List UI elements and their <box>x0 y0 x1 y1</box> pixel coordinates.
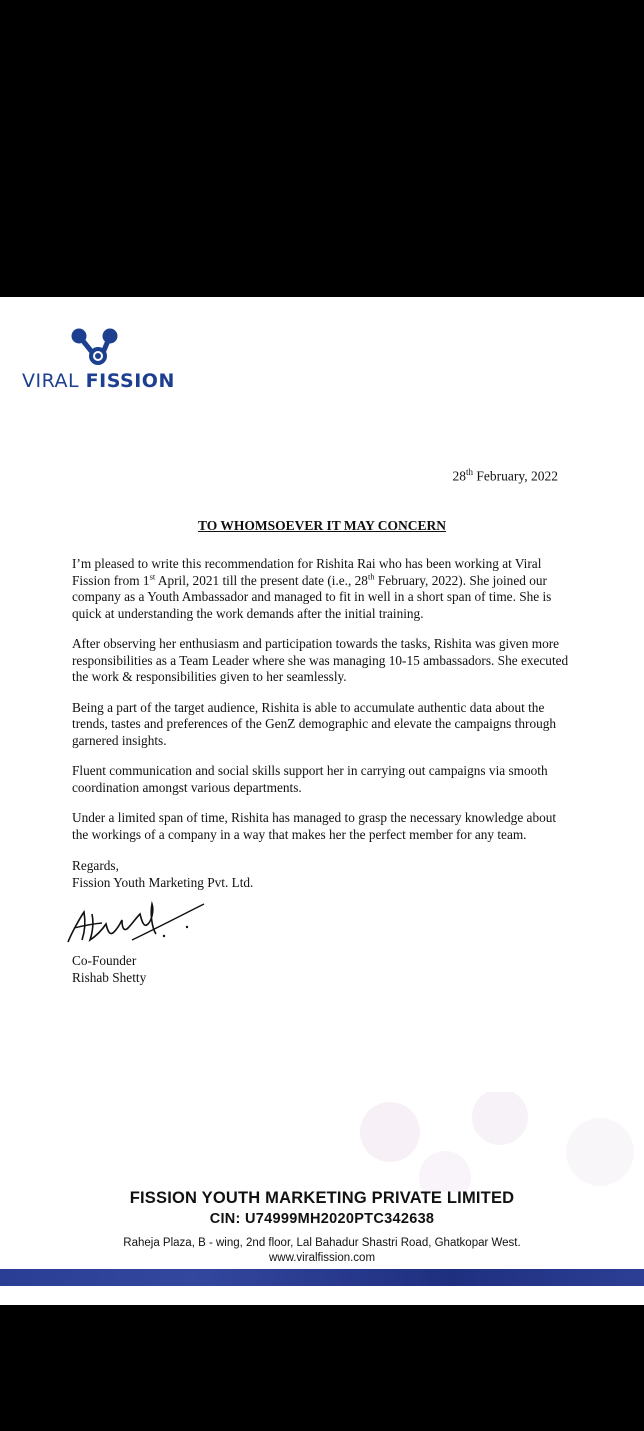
logo-word-fission: FISSION <box>85 370 175 392</box>
letterhead-footer <box>0 1189 644 1264</box>
p1-sup1: st <box>149 571 156 582</box>
date-day-suffix: th <box>466 467 474 477</box>
p1-part3: February, 2022). She joined our company as a Youth Ambassador and managed to fit in well in a short span of time. She is quick at understanding the work demands after the initial training. <box>72 572 552 621</box>
date-day: 28 <box>452 468 466 484</box>
logo-watermark <box>350 1092 644 1192</box>
paragraph-communication: Fluent communication and social skills support her in carrying out campaigns via smooth coordination amongst various departments. <box>72 763 548 795</box>
signer-block <box>72 953 146 986</box>
letter-page <box>0 297 644 1305</box>
signer-title: Co-Founder <box>72 953 137 968</box>
letter-subject: TO WHOMSOEVER IT MAY CONCERN <box>197 518 447 533</box>
footer-color-band <box>0 1269 644 1286</box>
paragraph-intro <box>72 556 572 622</box>
footer-address: Raheja Plaza, B - wing, 2nd floor, Lal Bahadur Shastri Road, Ghatkopar West. <box>123 1237 521 1249</box>
footer-cin: CIN: U74999MH2020PTC342638 <box>209 1211 435 1227</box>
footer-website: www.viralfission.com <box>268 1252 376 1264</box>
logo-wordmark <box>22 370 175 392</box>
letter-date <box>453 467 559 485</box>
footer-company-name: FISSION YOUTH MARKETING PRIVATE LIMITED <box>129 1189 515 1207</box>
date-rest: February, 2022 <box>473 468 558 484</box>
company-logo <box>22 327 192 397</box>
viral-fission-logo-icon <box>70 327 140 369</box>
closing-company: Fission Youth Marketing Pvt. Ltd. <box>72 874 254 890</box>
letter-closing <box>72 858 253 891</box>
signer-name: Rishab Shetty <box>72 969 147 985</box>
paragraph-responsibilities: After observing her enthusiasm and participation towards the tasks, Rishita was given more responsibilities as a Team Leader where she was managing 10-15 ambassadors. She executed the work & responsibilities given to her seamlessly. <box>72 636 569 684</box>
logo-word-viral: VIRAL <box>22 370 80 392</box>
paragraph-audience: Being a part of the target audience, Rishita is able to accumulate authentic data about the trends, tastes and preferences of the GenZ demographic and elevate the campaigns through garnered insights. <box>72 699 557 748</box>
closing-regards: Regards, <box>72 858 119 873</box>
p1-part1: I’m pleased to write this recommendation for Rishita Rai who has been working at Viral Fission from 1 <box>72 556 542 588</box>
handwritten-signature <box>62 894 212 950</box>
p1-sup2: th <box>367 571 375 582</box>
p1-part2: April, 2021 till the present date (i.e., 28 <box>155 572 368 588</box>
paragraph-conclusion: Under a limited span of time, Rishita has managed to grasp the necessary knowledge about the workings of a company in a way that makes her the perfect member for any team. <box>72 810 557 842</box>
letter-body <box>72 556 572 857</box>
